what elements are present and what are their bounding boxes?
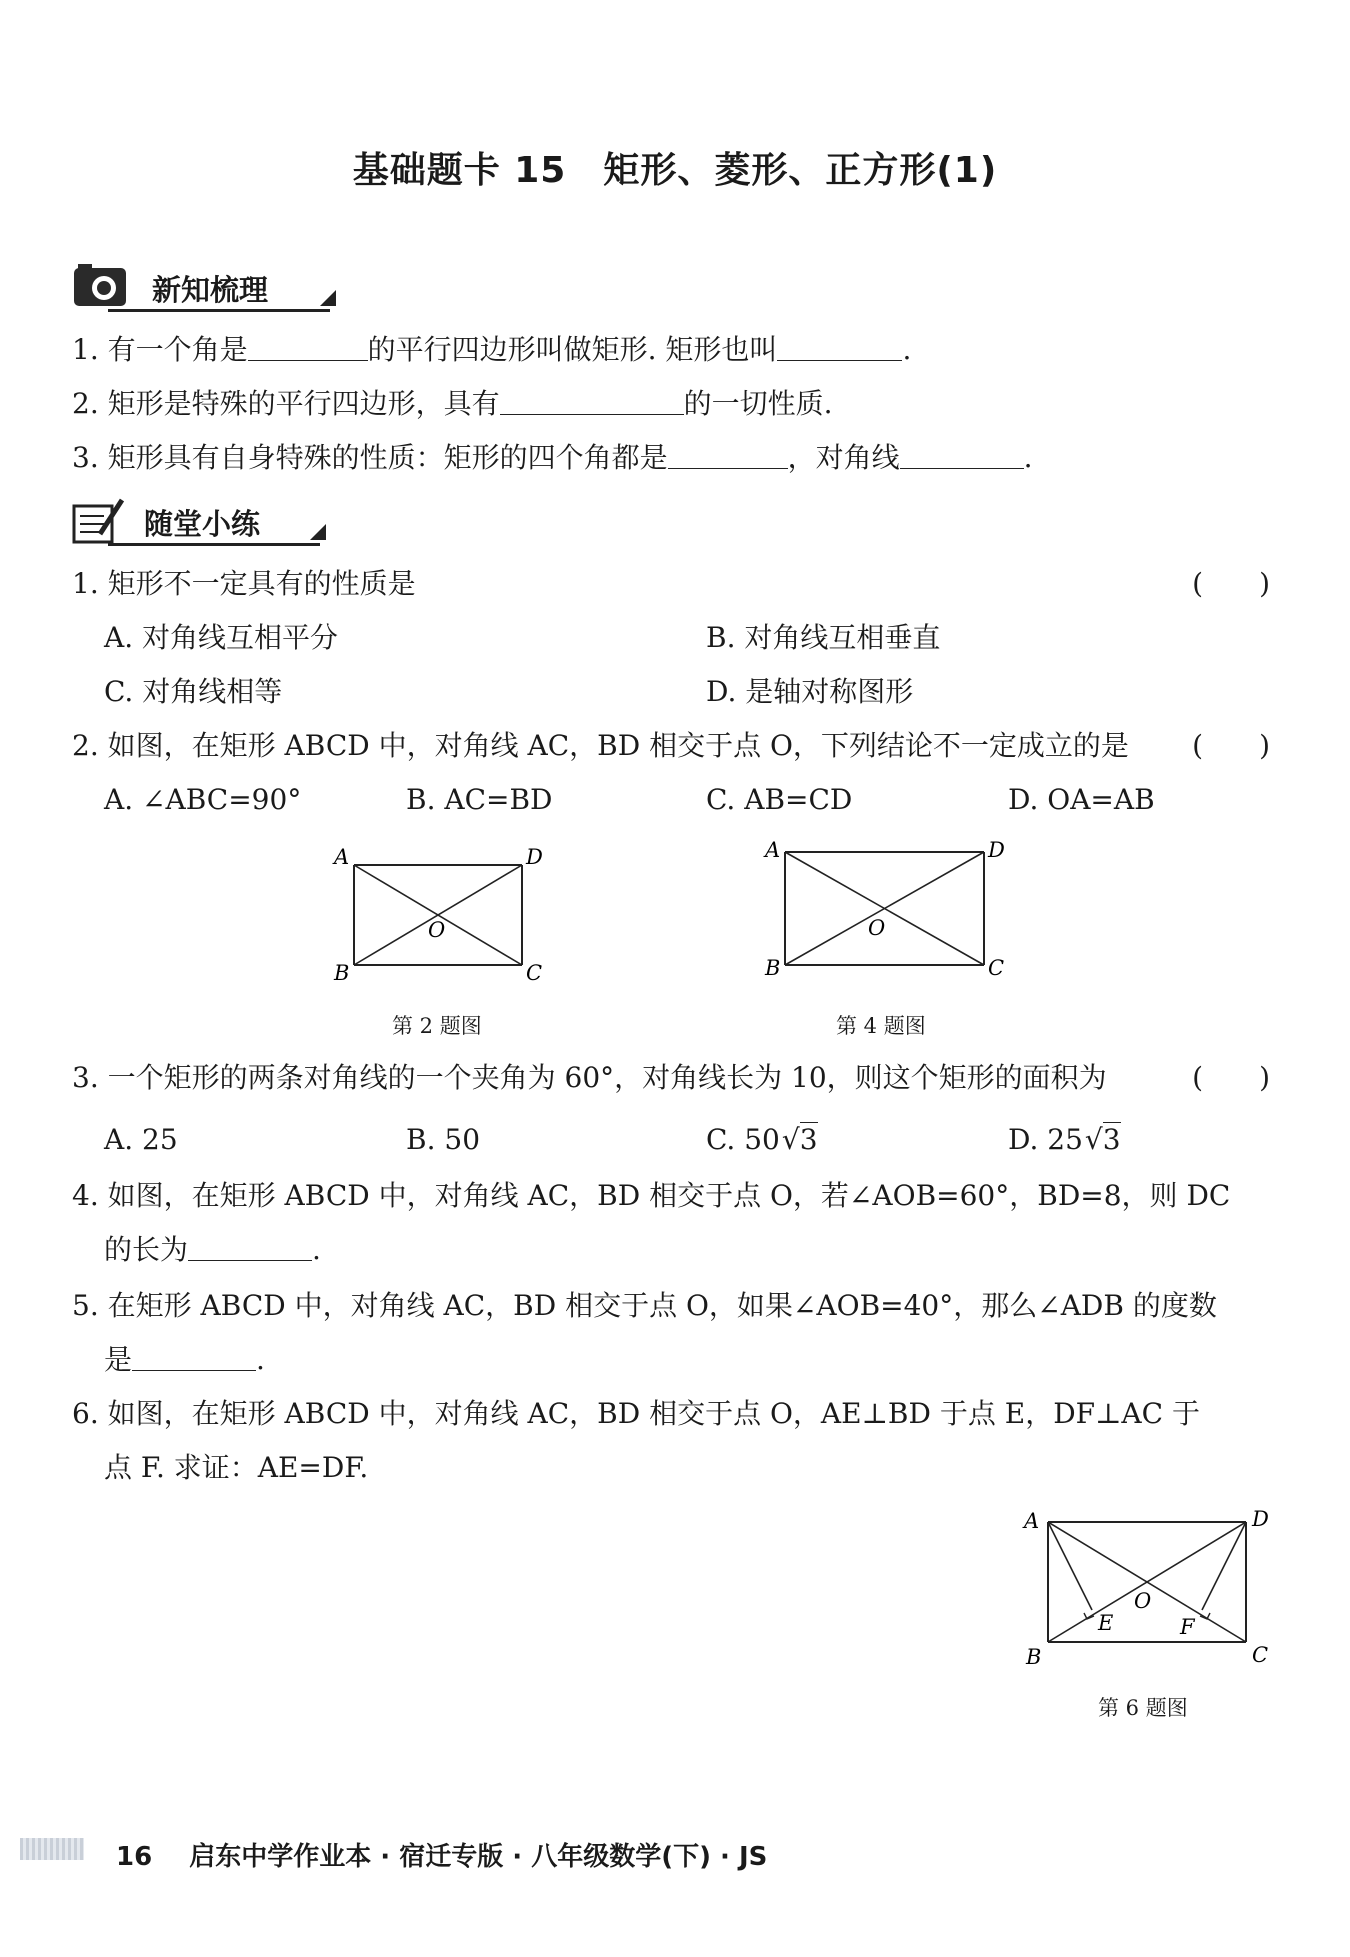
point-label-b: B: [765, 956, 781, 980]
answer-bracket[interactable]: ( ): [1192, 729, 1270, 762]
point-label-b: B: [334, 961, 350, 985]
knowledge-item-3: 3. 矩形具有自身特殊的性质：矩形的四个角都是 ，对角线 .: [72, 441, 1033, 474]
figure-2: [326, 840, 556, 994]
answer-blank[interactable]: [668, 440, 788, 469]
question-6-line2: 点 F. 求证：AE=DF.: [104, 1451, 369, 1484]
option-b[interactable]: B. 50: [406, 1123, 481, 1156]
option-d[interactable]: D. OA=AB: [1008, 783, 1155, 816]
section-label: 随堂小练: [144, 507, 261, 541]
option-d[interactable]: D. 25√3: [1008, 1123, 1121, 1156]
point-label-c: C: [1252, 1643, 1269, 1667]
page-title: 基础题卡 15 矩形、菱形、正方形(1): [352, 150, 998, 191]
section-label: 新知梳理: [152, 273, 269, 307]
figure-2-caption: 第 2 题图: [392, 1014, 482, 1038]
figure-6: [1016, 1502, 1278, 1681]
option-a[interactable]: A. ∠ABC=90°: [104, 783, 302, 816]
point-label-f: F: [1180, 1615, 1195, 1639]
answer-bracket[interactable]: ( ): [1192, 1061, 1270, 1094]
section-underline: [108, 309, 330, 312]
answer-bracket[interactable]: ( ): [1192, 567, 1270, 600]
page-footer: [116, 1836, 767, 1873]
point-label-a: A: [1024, 1509, 1040, 1533]
answer-blank[interactable]: [248, 332, 368, 361]
point-label-o: O: [868, 916, 886, 940]
answer-blank[interactable]: [500, 386, 684, 415]
question-4-stem: 4. 如图，在矩形 ABCD 中，对角线 AC，BD 相交于点 O，若∠AOB=60°，BD=8，则 DC: [72, 1179, 1231, 1212]
section-header-new-knowledge: [70, 262, 340, 312]
camera-icon: [70, 262, 134, 310]
point-label-a: A: [334, 845, 350, 869]
knowledge-item-1: 1. 有一个角是 的平行四边形叫做矩形. 矩形也叫 .: [72, 333, 912, 366]
option-c[interactable]: C. 对角线相等: [104, 675, 283, 708]
question-2-stem: 2. 如图，在矩形 ABCD 中，对角线 AC，BD 相交于点 O，下列结论不一定成立的是: [72, 729, 1129, 762]
point-label-o: O: [1134, 1589, 1152, 1613]
question-4-line2: 的长为 .: [104, 1233, 321, 1266]
figure-4-caption: 第 4 题图: [836, 1014, 926, 1038]
option-b[interactable]: B. AC=BD: [406, 783, 553, 816]
option-b[interactable]: B. 对角线互相垂直: [706, 621, 941, 654]
section-triangle-icon: [320, 290, 336, 306]
section-header-practice: [70, 496, 340, 546]
section-triangle-icon: [310, 524, 326, 540]
answer-blank[interactable]: [188, 1232, 312, 1261]
option-a[interactable]: A. 对角线互相平分: [104, 621, 339, 654]
answer-blank[interactable]: [900, 440, 1024, 469]
option-c[interactable]: C. 50√3: [706, 1123, 818, 1156]
point-label-o: O: [428, 918, 446, 942]
point-label-b: B: [1026, 1645, 1042, 1669]
point-label-c: C: [526, 961, 543, 985]
footer-book-title: 启东中学作业本 · 宿迁专版 · 八年级数学(下) · JS: [189, 1842, 768, 1872]
knowledge-item-2: 2. 矩形是特殊的平行四边形，具有 的一切性质.: [72, 387, 833, 420]
figure-4: [760, 835, 1020, 999]
question-5-stem: 5. 在矩形 ABCD 中，对角线 AC，BD 相交于点 O，如果∠AOB=40°，那么∠ADB 的度数: [72, 1289, 1217, 1322]
point-label-e: E: [1098, 1611, 1114, 1635]
point-label-d: D: [1252, 1507, 1269, 1531]
question-5-line2: 是 .: [104, 1343, 265, 1376]
section-underline: [108, 543, 320, 546]
question-1-stem: 1. 矩形不一定具有的性质是: [72, 567, 416, 600]
option-a[interactable]: A. 25: [104, 1123, 178, 1156]
answer-blank[interactable]: [777, 332, 902, 361]
point-label-c: C: [988, 956, 1005, 980]
question-3-stem: 3. 一个矩形的两条对角线的一个夹角为 60°，对角线长为 10，则这个矩形的面积为: [72, 1061, 1107, 1094]
point-label-a: A: [765, 838, 781, 862]
footer-decoration: [20, 1838, 84, 1860]
page-number: 16: [116, 1842, 153, 1872]
notebook-pen-icon: [70, 496, 130, 548]
option-d[interactable]: D. 是轴对称图形: [706, 675, 914, 708]
point-label-d: D: [988, 838, 1005, 862]
figure-6-caption: 第 6 题图: [1098, 1696, 1188, 1720]
answer-blank[interactable]: [132, 1342, 256, 1371]
question-6-stem: 6. 如图，在矩形 ABCD 中，对角线 AC，BD 相交于点 O，AE⊥BD 于点 E，DF⊥AC 于: [72, 1397, 1200, 1430]
option-c[interactable]: C. AB=CD: [706, 783, 853, 816]
point-label-d: D: [526, 845, 543, 869]
